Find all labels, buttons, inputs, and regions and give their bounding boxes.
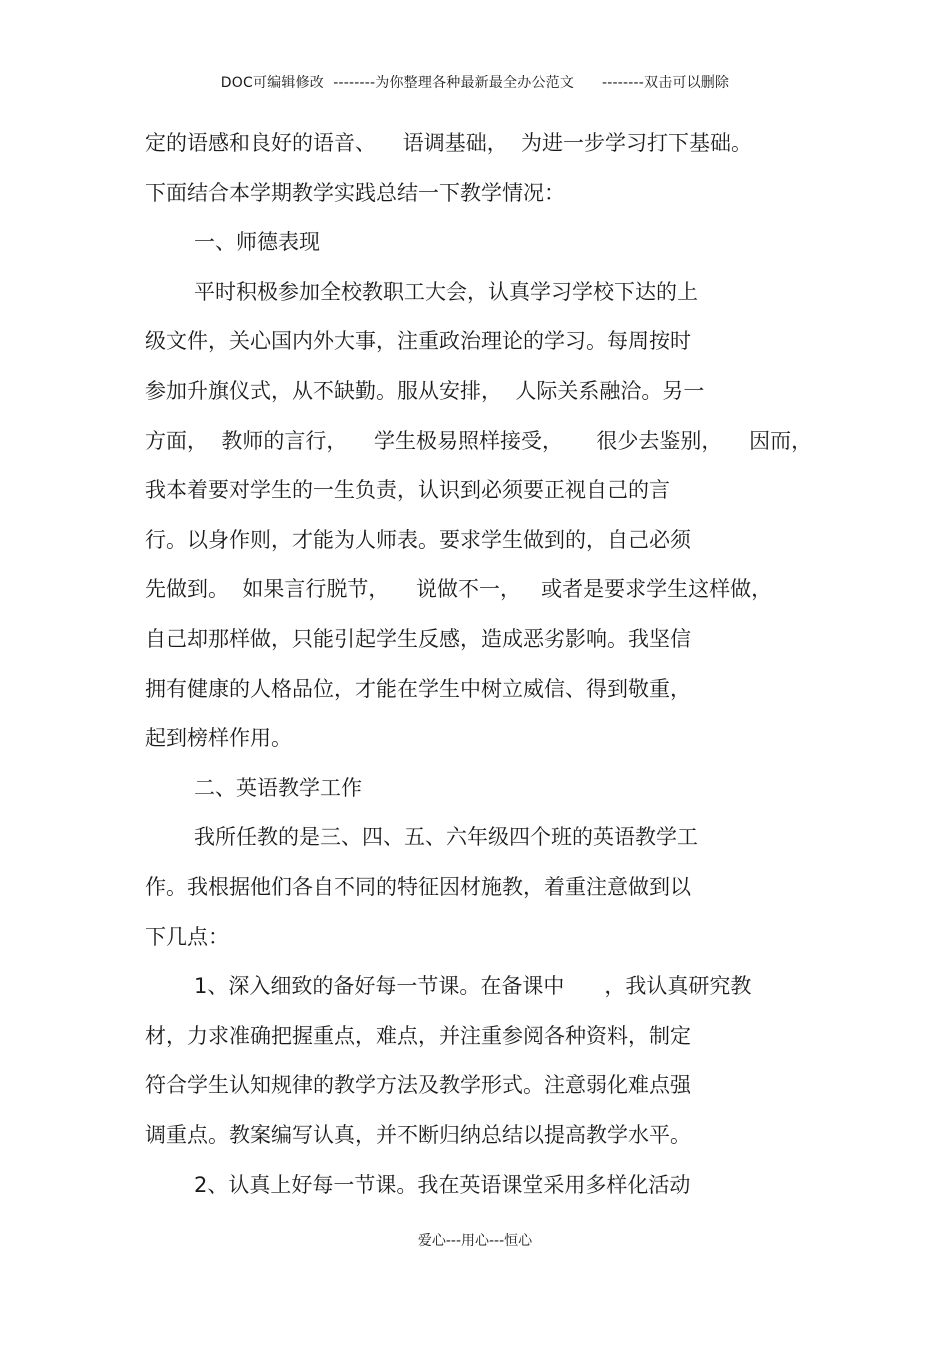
body-line: 下面结合本学期教学实践总结一下教学情况： xyxy=(145,180,565,205)
body-line: 2、认真上好每一节课。我在英语课堂采用多样化活动 xyxy=(194,1172,691,1197)
body-line: 先做到。 如果言行脱节， 说做不一， 或者是要求学生这样做， xyxy=(145,577,773,602)
body-line: 参加升旗仪式，从不缺勤。服从安排， 人际关系融洽。另一 xyxy=(145,379,705,403)
body-line: 拥有健康的人格品位，才能在学生中树立威信、得到敬重， xyxy=(145,676,691,701)
body-line: 平时积极参加全校教职工大会，认真学习学校下达的上 xyxy=(194,279,698,304)
body-line: 方面， 教师的言行， 学生极易照样接受， 很少去鉴别， 因而， xyxy=(145,428,813,453)
body-line: 材，力求准确把握重点，难点，并注重参阅各种资料，制定 xyxy=(145,1023,691,1048)
body-line: 行。以身作则，才能为人师表。要求学生做到的，自己必须 xyxy=(145,527,691,552)
body-line: 作。我根据他们各自不同的特征因材施教，着重注意做到以 xyxy=(145,875,691,899)
body-line: 符合学生认知规律的教学方法及教学形式。注意弱化难点强 xyxy=(145,1073,691,1098)
body-line: 二、英语教学工作 xyxy=(194,775,362,800)
page-footer: 爱心---用心---恒心 xyxy=(417,1233,533,1249)
body-line: 1、深入细致的备好每一节课。在备课中 ，我认真研究教 xyxy=(194,974,752,999)
body-line: 下几点： xyxy=(145,924,229,949)
body-line: 一、师德表现 xyxy=(194,230,320,255)
body-line: 我所任教的是三、四、五、六年级四个班的英语教学工 xyxy=(194,825,698,850)
body-line: 起到榜样作用。 xyxy=(145,726,292,751)
body-line: 调重点。教案编写认真，并不断归纳总结以提高教学水平。 xyxy=(145,1123,691,1147)
body-line: 我本着要对学生的一生负责，认识到必须要正视自己的言 xyxy=(145,478,670,503)
page-header: DOC可编辑修改 --------为你整理各种最新最全办公范文 --------双击可以删除 xyxy=(220,75,730,91)
body-line: 自己却那样做，只能引起学生反感，造成恶劣影响。我坚信 xyxy=(145,627,691,651)
body-line: 定的语感和良好的语音、 语调基础， 为进一步学习打下基础。 xyxy=(145,131,753,155)
body-line: 级文件，关心国内外大事，注重政治理论的学习。每周按时 xyxy=(145,329,691,354)
